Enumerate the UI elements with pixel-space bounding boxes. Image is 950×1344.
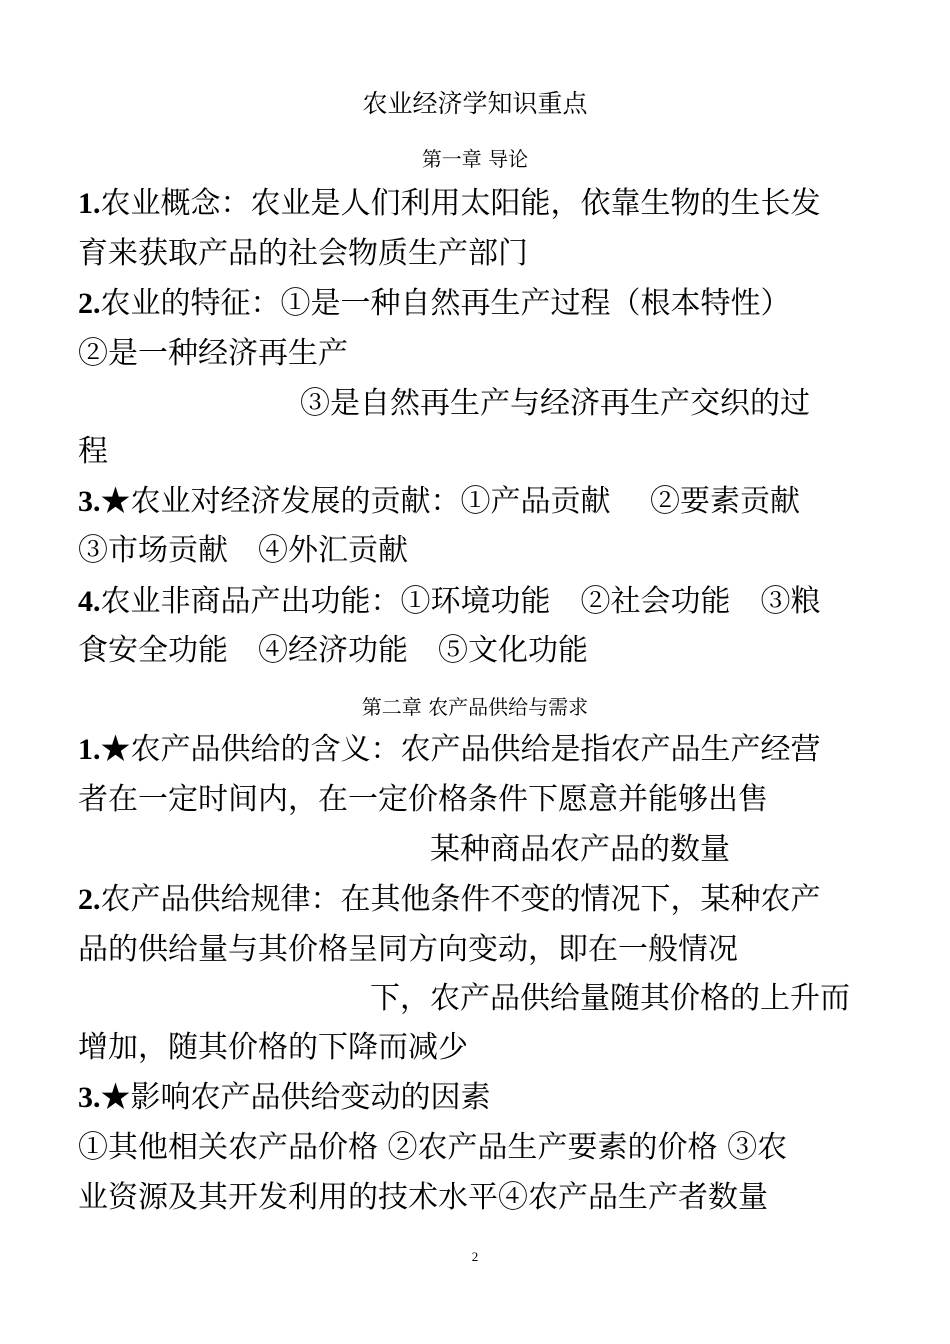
- line-text: 农业的特征：①是一种自然再生产过程（根本特性）: [100, 286, 791, 321]
- line-text: 下，农产品供给量随其价格的上升而: [370, 981, 850, 1016]
- item-number: 3.: [78, 485, 101, 518]
- line-text: 增加，随其价格的下降而减少: [78, 1030, 468, 1065]
- chapter-heading: 第一章 导论: [421, 147, 529, 171]
- line-text: 农业概念：农业是人们利用太阳能，依靠生物的生长发: [100, 186, 821, 221]
- paragraph-line: [78, 1074, 878, 1122]
- paragraph-line: [78, 1174, 878, 1222]
- line-text: ②是一种经济再生产: [78, 336, 348, 371]
- page-number: 2: [471, 1249, 479, 1264]
- line-text: 者在一定时间内，在一定价格条件下愿意并能够出售: [78, 782, 768, 817]
- line-text: ★农业对经济发展的贡献：①产品贡献 ②要素贡献: [100, 484, 801, 519]
- line-text: 某种商品农产品的数量: [430, 832, 730, 867]
- paragraph-line: [370, 975, 880, 1023]
- paragraph-line: [78, 330, 878, 378]
- item-number: 3.: [78, 1081, 101, 1114]
- line-text: 程: [78, 434, 108, 469]
- line-text: 业资源及其开发利用的技术水平④农产品生产者数量: [78, 1180, 768, 1215]
- paragraph-line: [78, 776, 878, 824]
- line-text: 品的供给量与其价格呈同方向变动，即在一般情况: [78, 932, 738, 967]
- document-title: 农业经济学知识重点: [362, 89, 588, 118]
- paragraph-line: [78, 627, 878, 675]
- line-text: ★影响农产品供给变动的因素: [100, 1080, 491, 1115]
- paragraph-line: [78, 527, 878, 575]
- line-text: ③市场贡献 ④外汇贡献: [78, 533, 408, 568]
- paragraph-line: [78, 1024, 878, 1072]
- item-number: 2.: [78, 883, 101, 916]
- paragraph-line: [78, 726, 878, 774]
- paragraph-line: [78, 578, 878, 626]
- paragraph-line: [78, 478, 878, 526]
- line-text: 食安全功能 ④经济功能 ⑤文化功能: [78, 633, 588, 668]
- paragraph-line: [78, 1124, 878, 1172]
- paragraph-line: [78, 280, 878, 328]
- paragraph-line: [78, 926, 878, 974]
- paragraph-line: [78, 876, 878, 924]
- line-text: ③是自然再生产与经济再生产交织的过: [300, 386, 810, 421]
- paragraph-line: [78, 180, 878, 228]
- paragraph-line: [430, 826, 880, 874]
- paragraph-line: [300, 380, 880, 428]
- item-number: 1.: [78, 187, 101, 220]
- chapter-heading: 第二章 农产品供给与需求: [361, 695, 589, 719]
- line-text: ①其他相关农产品价格 ②农产品生产要素的价格 ③农: [78, 1130, 788, 1165]
- paragraph-line: [78, 428, 878, 476]
- item-number: 2.: [78, 287, 101, 320]
- line-text: 农产品供给规律：在其他条件不变的情况下，某种农产: [100, 882, 821, 917]
- line-text: 农业非商品产出功能：①环境功能 ②社会功能 ③粮: [100, 584, 821, 619]
- paragraph-line: [78, 230, 878, 278]
- item-number: 1.: [78, 733, 101, 766]
- item-number: 4.: [78, 585, 101, 618]
- line-text: 育来获取产品的社会物质生产部门: [78, 236, 528, 271]
- line-text: ★农产品供给的含义：农产品供给是指农产品生产经营: [100, 732, 821, 767]
